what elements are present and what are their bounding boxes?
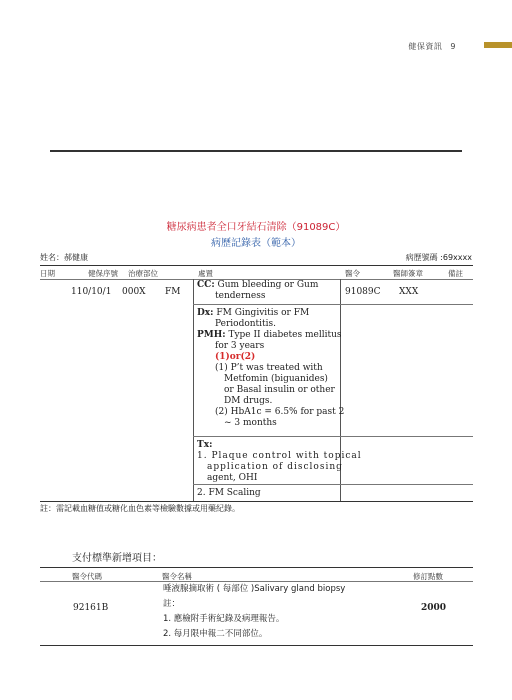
cc-line: Gum bleeding or Gum xyxy=(217,280,319,290)
tx-line: 1. Plaque control with topical xyxy=(197,451,362,461)
row-site: FM xyxy=(165,287,181,297)
option2-line: (2) HbA1c = 6.5% for past 2 xyxy=(215,407,345,417)
payment-points: 2000 xyxy=(421,603,447,613)
payment-code: 92161B xyxy=(73,603,109,613)
payment-note: 1. 應檢附手術紀錄及病理報告。 xyxy=(163,614,285,624)
header-accent-bar xyxy=(484,42,512,48)
record-title: 糖尿病患者全口牙結石清除（91089C） xyxy=(166,222,346,233)
chart-number: 病歷號碼 :69xxxx xyxy=(405,253,472,262)
option1-line: or Basal insulin or other xyxy=(224,385,335,395)
page-number: 9 xyxy=(450,42,456,51)
top-rule xyxy=(50,150,462,152)
option-marker: (1)or(2) xyxy=(215,352,256,362)
treatment xyxy=(197,440,362,484)
payment-name: 唾液腺摘取術 ( 每部位 )Salivary gland biopsy xyxy=(163,584,346,594)
patient-name: 姓名：郝健康 xyxy=(40,253,88,262)
tx-label: Tx: xyxy=(197,440,213,450)
dx-line: Periodontitis. xyxy=(215,319,277,329)
payment-note-label: 註： xyxy=(163,599,181,609)
cc-label: CC: xyxy=(197,280,215,290)
table-rule xyxy=(40,265,473,266)
section-rule xyxy=(193,436,473,437)
column-header-order: 醫令 xyxy=(345,269,360,278)
running-header xyxy=(408,41,456,52)
row-signature: XXX xyxy=(399,287,419,297)
section-rule xyxy=(193,304,473,305)
column-header-serial: 健保序號 xyxy=(88,269,118,278)
column-header-points: 修訂點數 xyxy=(413,572,443,581)
column-header-remarks: 備註 xyxy=(448,269,463,278)
row-order: 91089C xyxy=(345,287,381,297)
dx-label: Dx: xyxy=(197,308,214,318)
section-name: 健保資訊 xyxy=(408,42,443,51)
payment-heading: 支付標準新增項目： xyxy=(72,553,162,564)
dx-line: FM Gingivitis or FM xyxy=(216,308,310,318)
table-rule xyxy=(40,645,473,646)
option1-line: Metfomin (biguanides) xyxy=(224,374,328,384)
tx-line: application of disclosing xyxy=(207,462,343,472)
record-subtitle: 病歷記錄表（範本） xyxy=(211,238,301,249)
pmh-line: Type II diabetes mellitus xyxy=(228,330,342,340)
column-header-name: 醫令名稱 xyxy=(162,572,192,581)
pmh-label: PMH: xyxy=(197,330,226,340)
payment-name-cell xyxy=(163,582,345,642)
section-rule xyxy=(193,484,473,485)
option2-line: ~ 3 months xyxy=(224,418,277,428)
column-header-signature: 醫師簽章 xyxy=(393,269,423,278)
payment-note: 2. 每月限申報二不同部位。 xyxy=(163,629,268,639)
option1-line: (1) P’t was treated with xyxy=(215,363,323,373)
row-date: 110/10/1 xyxy=(71,287,112,297)
column-header-site: 治療部位 xyxy=(128,269,158,278)
cc-line: tenderness xyxy=(215,291,266,301)
pmh-line: for 3 years xyxy=(215,341,265,351)
tx-line: agent, OHI xyxy=(207,473,258,483)
column-header-treatment: 處置 xyxy=(198,269,213,278)
column-header-date: 日期 xyxy=(40,269,55,278)
table-rule xyxy=(40,567,473,568)
chief-complaint xyxy=(197,280,318,302)
diagnosis xyxy=(197,308,344,429)
record-note: 註：需記載血糖值或糖化血色素等檢驗數據或用藥紀錄。 xyxy=(40,504,240,513)
column-divider xyxy=(193,279,194,501)
tx-line: 2. FM Scaling xyxy=(197,488,261,498)
table-rule xyxy=(40,501,473,502)
option1-line: DM drugs. xyxy=(224,396,273,406)
row-serial: 000X xyxy=(122,287,146,297)
column-header-code: 醫令代碼 xyxy=(72,572,102,581)
